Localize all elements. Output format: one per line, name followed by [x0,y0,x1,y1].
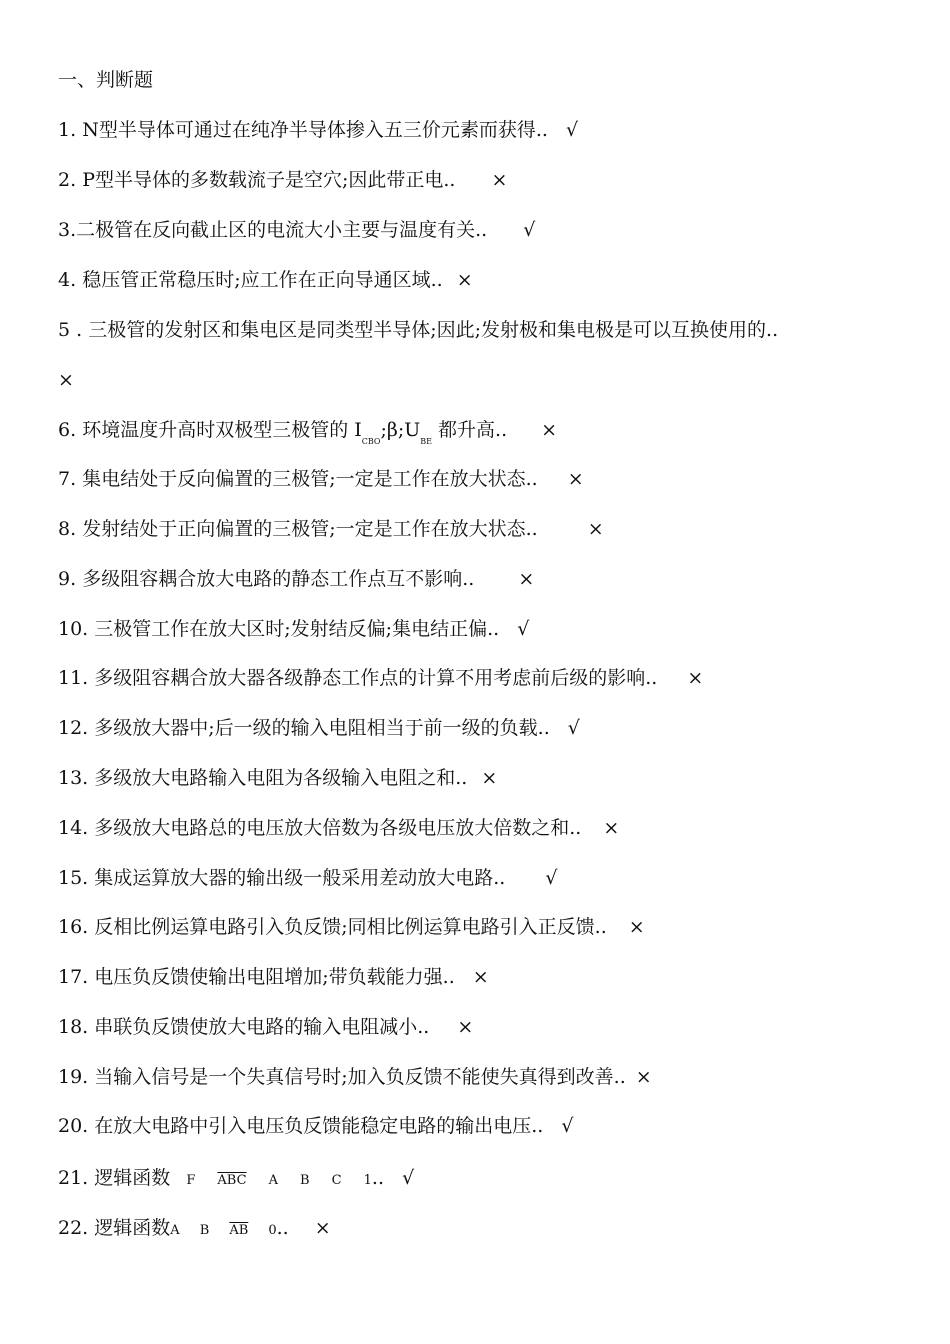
question-text: 逻辑函数 [94,1217,171,1239]
question-text: 多级放大器中;后一级的输入电阻相当于前一级的负载.. [94,717,550,739]
question-22 [58,1216,331,1243]
question-number: 16. [58,916,89,938]
question-text: 多级放大电路输入电阻为各级输入电阻之和.. [94,767,468,789]
answer-mark: √ [565,119,579,141]
question-number: 10. [58,618,89,640]
question-text: P型半导体的多数载流子是空穴;因此带正电.. [82,169,456,191]
question-text: 稳压管正常稳压时;应工作在正向导通区域.. [82,269,443,291]
answer-mark: √ [545,867,558,889]
question-text: 发射结处于正向偏置的三极管;一定是工作在放大状态.. [82,518,538,540]
subscript-cbo: CBO [361,437,381,446]
question-text-a: 环境温度升高时双极型三极管的 I [82,419,362,441]
answer-mark: × [687,667,704,689]
answer-mark: √ [517,618,530,640]
question-19 [58,1065,652,1089]
question-text: 三极管的发射区和集电区是同类型半导体;因此;发射极和集电极是可以互换使用的.. [88,319,779,341]
question-text: 当输入信号是一个失真信号时;加入负反馈不能使失真得到改善.. [94,1066,626,1088]
question-6 [58,418,557,454]
question-2 [58,168,507,192]
question-7 [58,467,584,491]
question-number: 13. [58,767,89,789]
question-number: 5 . [58,319,83,341]
formula-term-overline: $\overline{ABC}$ [217,1173,247,1188]
question-text: 集电结处于反向偏置的三极管;一定是工作在放大状态.. [82,468,538,490]
question-number: 7. [58,468,77,490]
question-number: 18. [58,1016,89,1038]
question-5 [58,318,778,342]
question-number: 15. [58,867,89,889]
question-21 [58,1166,414,1193]
question-tail: .. [276,1217,289,1239]
answer-mark: × [456,269,473,291]
formula-term: F [186,1173,196,1188]
question-18 [58,1015,473,1039]
question-text: 多级阻容耦合放大电路的静态工作点互不影响.. [82,568,475,590]
question-13 [58,766,497,790]
question-number: 17. [58,966,89,988]
formula-term: B [199,1223,210,1238]
answer-mark: √ [402,1167,415,1189]
question-16 [58,915,645,939]
subscript-be: BE [420,437,432,446]
answer-mark: × [457,1016,474,1038]
answer-mark: × [628,916,645,938]
question-number: 6. [58,419,77,441]
answer-mark: × [635,1066,652,1088]
question-10 [58,617,529,641]
question-14 [58,816,619,840]
question-number: 4. [58,269,77,291]
question-1 [58,118,578,142]
answer-mark: × [314,1217,331,1239]
answer-mark: × [481,767,498,789]
answer-mark: × [491,169,508,191]
question-number: 20. [58,1115,89,1137]
question-number: 19. [58,1066,89,1088]
question-text: 多级放大电路总的电压放大倍数为各级电压放大倍数之和.. [94,817,582,839]
question-8 [58,517,604,541]
question-3 [58,218,535,242]
question-text: 二极管在反向截止区的电流大小主要与温度有关.. [76,219,488,241]
question-20 [58,1114,574,1138]
question-9 [58,567,534,591]
formula-term: C [331,1173,342,1188]
question-17 [58,965,489,989]
question-text: 在放大电路中引入电压负反馈能稳定电路的输出电压.. [94,1115,544,1137]
answer-mark: √ [561,1115,574,1137]
question-text: 三极管工作在放大区时;发射结反偏;集电结正偏.. [94,618,500,640]
answer-mark: × [541,419,558,441]
question-number: 8. [58,518,77,540]
answer-mark: × [518,568,535,590]
question-text: 反相比例运算电路引入负反馈;同相比例运算电路引入正反馈.. [94,916,607,938]
question-text-c: 都升高.. [431,419,508,441]
question-11 [58,666,703,690]
question-text-b: ;β;U [380,419,421,441]
answer-mark: × [587,518,604,540]
question-number: 14. [58,817,89,839]
question-number: 9. [58,568,77,590]
question-5-mark-line [58,368,74,392]
question-number: 2. [58,169,77,191]
question-number: 21. [58,1167,89,1189]
question-number: 11. [58,667,89,689]
question-number: 12. [58,717,89,739]
question-number: 1. [58,119,77,141]
answer-mark: √ [567,717,580,739]
answer-mark: × [472,966,489,988]
formula-term: 1 [363,1173,372,1188]
formula-term: A [268,1173,278,1188]
question-text: 集成运算放大器的输出级一般采用差动放大电路.. [94,867,506,889]
answer-mark: √ [523,219,536,241]
question-text: 电压负反馈使输出电阻增加;带负载能力强.. [94,966,455,988]
answer-mark: × [567,468,584,490]
question-4 [58,268,473,292]
question-text: 多级阻容耦合放大器各级静态工作点的计算不用考虑前后级的影响.. [94,667,658,689]
section-title: 一、判断题 [58,69,154,91]
answer-mark: × [603,817,620,839]
question-15 [58,866,558,890]
question-number: 3. [58,219,77,241]
formula-term-overline: $\overline{AB}$ [229,1223,249,1238]
question-number: 22. [58,1217,89,1239]
question-tail: .. [371,1167,385,1189]
question-12 [58,716,580,740]
question-text: N型半导体可通过在纯净半导体掺入五三价元素而获得.. [82,119,548,141]
formula-term: A [170,1223,180,1238]
formula-term: 0 [268,1223,277,1238]
formula-term: B [300,1173,310,1188]
question-text: 串联负反馈使放大电路的输入电阻减小.. [94,1016,430,1038]
answer-mark: × [58,369,74,391]
question-text: 逻辑函数 [94,1167,171,1189]
